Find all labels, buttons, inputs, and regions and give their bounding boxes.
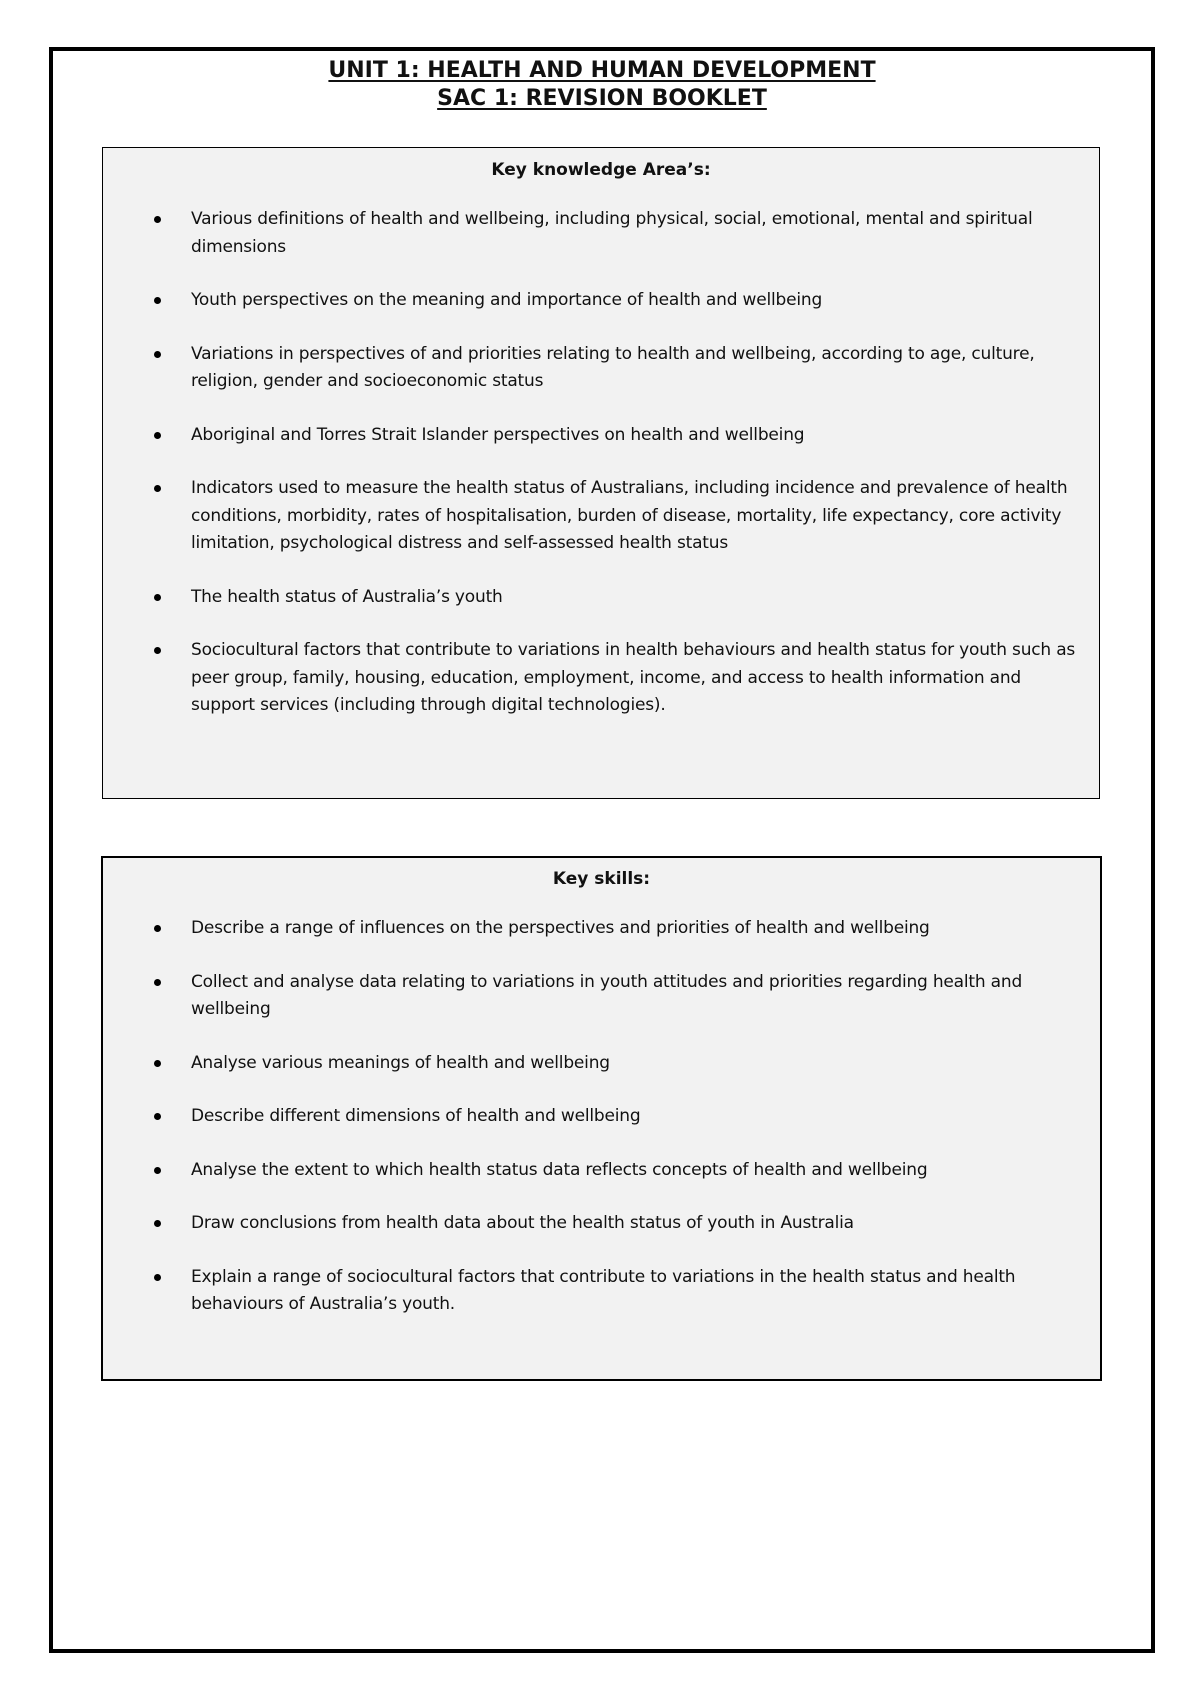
list-item-text: Collect and analyse data relating to variations in youth attitudes and priorities regarding health and wellbeing (191, 971, 1023, 1019)
list-item (103, 1264, 1100, 1319)
key-skills-panel (101, 856, 1102, 1381)
bullet-icon (154, 1220, 161, 1227)
list-item-text: The health status of Australia’s youth (191, 586, 503, 607)
bullet-icon (154, 1060, 161, 1067)
list-item (103, 341, 1099, 396)
list-item (103, 206, 1099, 261)
key-skills-heading: Key skills: (552, 869, 651, 889)
list-item-text: Indicators used to measure the health status of Australians, including incidence and prevalence of health conditions, morbidity, rates of hospitalisation, burden of disease, mortality, life expectancy, core activity limitation, psychological distress and self-assessed health status (191, 478, 1068, 553)
sac-title: SAC 1: REVISION BOOKLET (437, 86, 767, 111)
key-skills-list (103, 915, 1100, 1345)
bullet-icon (154, 351, 161, 358)
list-item (103, 1157, 1100, 1185)
bullet-icon (154, 297, 161, 304)
bullet-icon (154, 432, 161, 439)
list-item-text: Variations in perspectives of and priorities relating to health and wellbeing, according to age, culture, religion, gender and socioeconomic status (191, 343, 1035, 391)
list-item (103, 475, 1099, 558)
list-item-text: Explain a range of sociocultural factors that contribute to variations in the health status and health behaviours of Australia’s youth. (191, 1266, 1016, 1314)
list-item (103, 584, 1099, 612)
list-item (103, 1050, 1100, 1078)
list-item-text: Aboriginal and Torres Strait Islander perspectives on health and wellbeing (191, 424, 805, 445)
bullet-icon (154, 647, 161, 654)
list-item (103, 287, 1099, 315)
bullet-icon (154, 485, 161, 492)
key-knowledge-heading: Key knowledge Area’s: (491, 160, 711, 180)
bullet-icon (154, 594, 161, 601)
list-item-text: Describe a range of influences on the perspectives and priorities of health and wellbeing (191, 918, 930, 938)
list-item-text: Draw conclusions from health data about the health status of youth in Australia (191, 1213, 854, 1233)
bullet-icon (154, 1274, 161, 1281)
list-item (103, 1210, 1100, 1238)
list-item-text: Describe different dimensions of health and wellbeing (191, 1106, 641, 1126)
bullet-icon (154, 216, 161, 223)
bullet-icon (154, 979, 161, 986)
list-item-text: Analyse various meanings of health and wellbeing (191, 1052, 610, 1073)
list-item (103, 969, 1100, 1024)
list-item-text: Youth perspectives on the meaning and importance of health and wellbeing (191, 290, 823, 310)
bullet-icon (154, 1113, 161, 1120)
list-item-text: Sociocultural factors that contribute to variations in health behaviours and health status for youth such as peer group, family, housing, education, employment, income, and access to health information and support services (including through digital technologies). (191, 640, 1076, 715)
list-item (103, 637, 1099, 720)
list-item (103, 1103, 1100, 1131)
bullet-icon (154, 1167, 161, 1174)
list-item (103, 915, 1100, 943)
key-knowledge-panel (102, 147, 1100, 799)
key-knowledge-list (103, 206, 1099, 746)
unit-title: UNIT 1: HEALTH AND HUMAN DEVELOPMENT (328, 58, 876, 83)
bullet-icon (154, 925, 161, 932)
list-item-text: Analyse the extent to which health status data reflects concepts of health and wellbeing (191, 1159, 928, 1180)
list-item (103, 422, 1099, 450)
list-item-text: Various definitions of health and wellbeing, including physical, social, emotional, mental and spiritual dimensions (191, 209, 1033, 257)
